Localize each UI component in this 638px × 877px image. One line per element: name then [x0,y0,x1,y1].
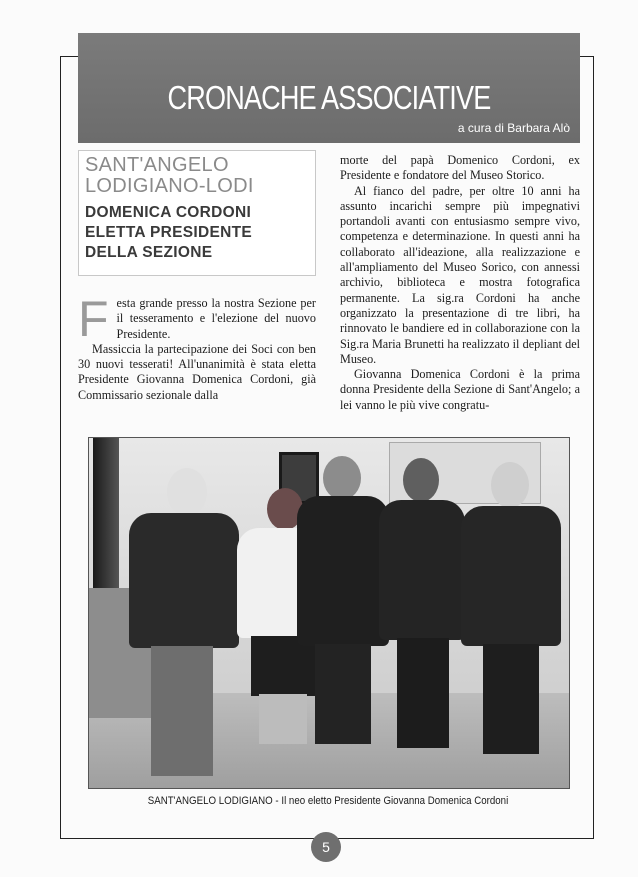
article-paragraph: Al fianco del padre, per oltre 10 anni ha assunto incarichi sempre più impegnativi portandoli avanti con entusiasmo sempre vivo, competenza e determinazione. In questi anni ha collaborato all'ideazione, alla realizzazione e all'ampliamento del Museo Sorico, con annessi archivio, biblioteca e mostra fotografica permanente. La sig.ra Cordoni ha anche organizzato la presentazione di tre libri, ha rinnovato le bandiere ed in collaborazione con la Sig.ra Maria Brunetti ha realizzato il depliant del Museo. [340,183,580,366]
page-number: 5 [311,832,341,862]
article-headline-box [78,150,316,276]
photo-caption: SANT'ANGELO LODIGIANO - Il neo eletto Presidente Giovanna Domenica Cordoni [147,795,509,807]
article-paragraph: Massiccia la partecipazione dei Soci con ben 30 nuovi tesserati! All'unanimità è stata eletta Presidente Giovanna Domenica Cordoni, già Commissario sezionale dalla [78,341,316,402]
article-column-left [78,291,316,403]
article-title [85,203,252,263]
drop-cap: F [78,291,109,347]
section-banner [78,33,580,143]
article-column-right [340,153,580,413]
group-photo [88,437,570,789]
section-credit: a cura di Barbara Alò [457,121,570,135]
page-frame-right [593,56,594,838]
article-location-line: LODIGIANO-LODI [85,175,254,197]
article-paragraph [78,291,316,347]
page-frame-left [60,56,61,838]
article-title-line: ELETTA PRESIDENTE [85,224,253,241]
article-title-line: DOMENICA CORDONI [85,204,252,221]
article-paragraph: Giovanna Domenica Cordoni è la prima donna Presidente della Sezione di Sant'Angelo; a lei vanno le più vive congratu- [340,367,580,412]
article-paragraph-text: esta grande presso la nostra Sezione per il tesseramento e l'elezione del nuovo Presidente. [116,296,316,341]
section-title: CRONACHE ASSOCIATIVE [167,79,491,116]
article-location-line: SANT'ANGELO [85,154,229,176]
article-paragraph: morte del papà Domenico Cordoni, ex Presidente e fondatore del Museo Storico. [340,153,580,183]
article-location [85,155,254,197]
article-title-line: DELLA SEZIONE [85,244,213,261]
